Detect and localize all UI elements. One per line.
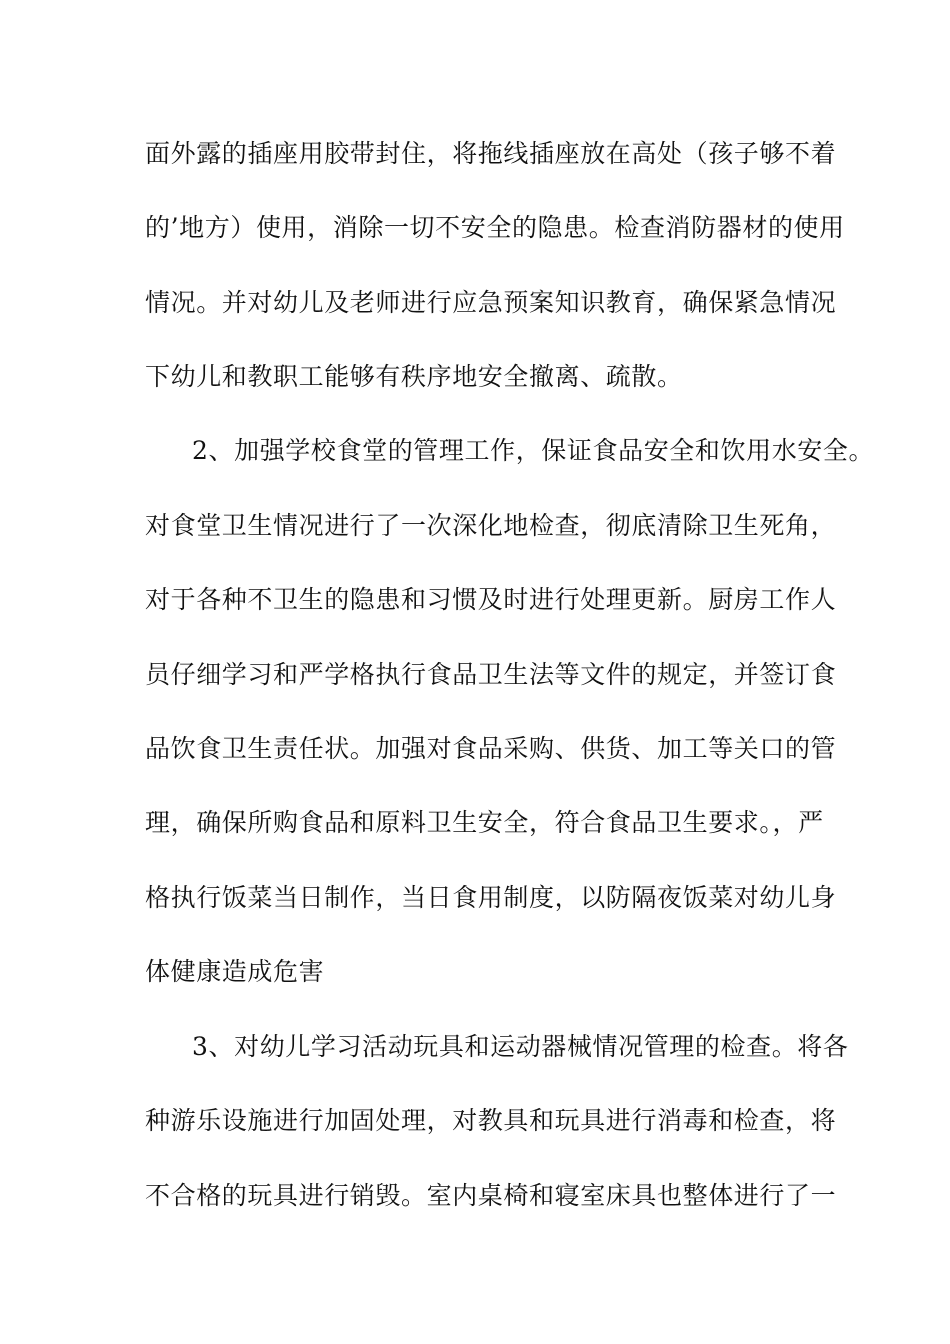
text-line: 面外露的插座用胶带封住，将拖线插座放在高处（孩子够不着: [145, 139, 837, 168]
paragraph-3-first-line: 3、对幼儿学习活动玩具和运动器械情况管理的检查。将各: [192, 1032, 849, 1061]
text-line: 下幼儿和教职工能够有秩序地安全撤离、疏散。: [145, 362, 683, 391]
text-line: 理，确保所购食品和原料卫生安全，符合食品卫生要求。，严: [145, 808, 824, 837]
text-line: 体健康造成危害: [145, 957, 325, 986]
text-line: 品饮食卫生责任状。加强对食品采购、供货、加工等关口的管: [145, 734, 837, 763]
text-line: 情况。并对幼儿及老师进行应急预案知识教育，确保紧急情况: [145, 288, 837, 317]
text-line: 员仔细学习和严学格执行食品卫生法等文件的规定，并签订食: [145, 660, 837, 689]
text-line: 不合格的玩具进行销毁。室内桌椅和寝室床具也整体进行了一: [145, 1181, 837, 1210]
text-line: 种游乐设施进行加固处理，对教具和玩具进行消毒和检查，将: [145, 1106, 837, 1135]
paragraph-2-first-line: 2、加强学校食堂的管理工作，保证食品安全和饮用水安全。: [192, 436, 875, 465]
text-line: 的’地方）使用，消除一切不安全的隐患。检查消防器材的使用: [145, 213, 845, 242]
text-line: 格执行饭菜当日制作，当日食用制度，以防隔夜饭菜对幼儿身: [145, 883, 837, 912]
text-line: 对食堂卫生情况进行了一次深化地检查，彻底清除卫生死角，: [145, 511, 837, 540]
text-line: 对于各种不卫生的隐患和习惯及时进行处理更新。厨房工作人: [145, 585, 837, 614]
